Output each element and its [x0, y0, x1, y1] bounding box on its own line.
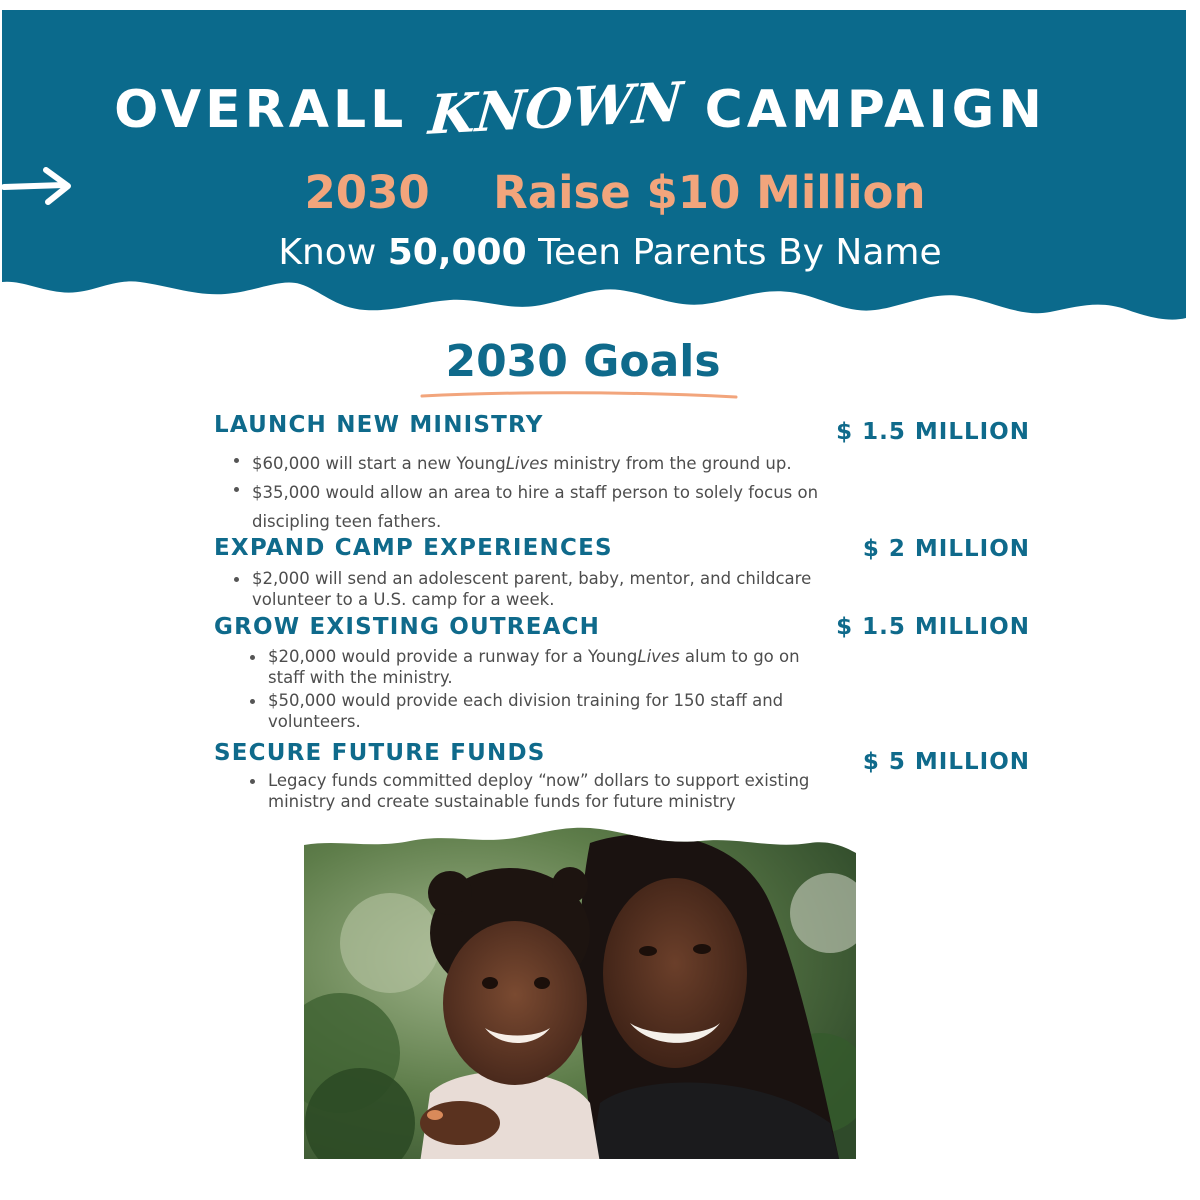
- goal-amount-launch-new-ministry: $ 1.5 MILLION: [836, 419, 1030, 445]
- list-item: Legacy funds committed deploy “now” dollars to support existing ministry and create sustainable funds for future ministry: [246, 770, 826, 812]
- goal-title-grow-existing-outreach: GROW EXISTING OUTREACH: [214, 614, 601, 640]
- list-item: $60,000 will start a new YoungLives ministry from the ground up.: [230, 449, 820, 478]
- list-item: $20,000 would provide a runway for a YoungLives alum to go on staff with the ministry.: [246, 646, 826, 688]
- heading-underline: [420, 388, 740, 402]
- goal-amount-secure-future-funds: $ 5 MILLION: [862, 749, 1030, 775]
- campaign-title: [0, 69, 1160, 147]
- goal-bullets-expand-camp-experiences: [230, 568, 820, 610]
- subtitle-prefix: Know: [278, 232, 388, 273]
- goal-bullets-grow-existing-outreach: [246, 646, 826, 732]
- goal-title-launch-new-ministry: LAUNCH NEW MINISTRY: [214, 412, 544, 438]
- goal-amount-expand-camp-experiences: $ 2 MILLION: [862, 536, 1030, 562]
- subtitle-number: 50,000: [387, 232, 527, 273]
- campaign-title-left: OVERALL: [114, 80, 408, 140]
- goal-title-secure-future-funds: SECURE FUTURE FUNDS: [214, 740, 546, 766]
- goal-title-expand-camp-experiences: EXPAND CAMP EXPERIENCES: [214, 535, 613, 561]
- campaign-title-right: CAMPAIGN: [704, 80, 1046, 140]
- list-item: $2,000 will send an adolescent parent, baby, mentor, and childcare volunteer to a U.S. camp for a week.: [230, 568, 820, 610]
- goal-bullets-secure-future-funds: [246, 770, 826, 812]
- list-item: $50,000 would provide each division training for 150 staff and volunteers.: [246, 690, 826, 732]
- goal-text: Raise $10 Million: [493, 166, 926, 219]
- campaign-goal: [0, 166, 1200, 219]
- mother-and-child-photo: [300, 823, 860, 1163]
- goal-year: 2030: [304, 166, 430, 219]
- goal-amount-grow-existing-outreach: $ 1.5 MILLION: [836, 614, 1030, 640]
- subtitle-suffix: Teen Parents By Name: [526, 232, 942, 273]
- goal-bullets-launch-new-ministry: [230, 449, 820, 536]
- header-banner: [0, 0, 1200, 345]
- campaign-subtitle: [0, 232, 1200, 273]
- list-item: $35,000 would allow an area to hire a staff person to solely focus on discipling teen fathers.: [230, 478, 820, 536]
- campaign-title-script-word: KNOWN: [426, 69, 686, 147]
- goals-heading: 2030 Goals: [445, 336, 721, 387]
